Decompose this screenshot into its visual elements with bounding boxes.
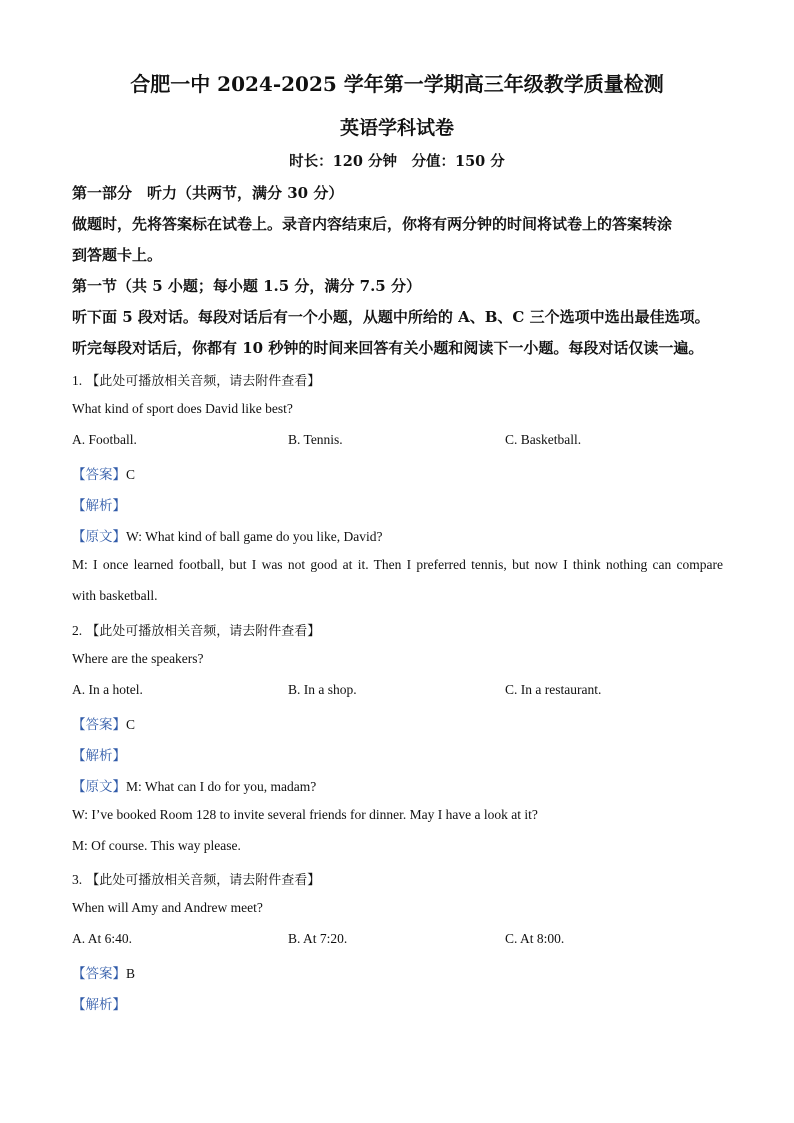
question-1-answer [72, 463, 135, 483]
question-2-option-b: B. In a shop. [288, 682, 357, 697]
question-3-audio-note[interactable]: 【此处可播放相关音频，请去附件查看】 [86, 873, 321, 888]
question-2-header [72, 620, 320, 639]
question-1-script-text1: W: What kind of ball game do you like, David? [126, 529, 383, 544]
exam-title: 合肥一中 2024-2025 学年第一学期高三年级教学质量检测 [130, 72, 664, 96]
part1-instruction-line2: 到答题卡上。 [72, 246, 163, 264]
question-1-number: 1. [72, 373, 83, 388]
section1-instruction-line2: 听完每段对话后，你都有 10 秒钟的时间来回答有关小题和阅读下一小题。每段对话仅读一遍。 [72, 339, 704, 357]
question-1-analysis-label: 【解析】 [72, 498, 126, 514]
section1-heading: 第一节（共 5 小题；每小题 1.5 分，满分 7.5 分） [72, 277, 421, 295]
question-2-option-a: A. In a hotel. [72, 682, 143, 697]
exam-subtitle: 英语学科试卷 [339, 117, 454, 139]
question-2-script-line3: M: Of course. This way please. [72, 838, 241, 853]
question-1-audio-note[interactable]: 【此处可播放相关音频，请去附件查看】 [86, 374, 321, 389]
question-3-number: 3. [72, 872, 83, 887]
part1-instruction-line1: 做题时，先将答案标在试卷上。录音内容结束后，你将有两分钟的时间将试卷上的答案转涂 [72, 215, 673, 233]
question-3-option-c: C. At 8:00. [505, 931, 565, 946]
question-3-option-a: A. At 6:40. [72, 931, 133, 946]
question-2-script-line2: W: I’ve booked Room 128 to invite several friends for dinner. May I have a look at it? [72, 807, 538, 822]
question-2-number: 2. [72, 623, 83, 638]
part1-heading: 第一部分 听力（共两节，满分 30 分） [72, 184, 344, 202]
answer-label: 【答案】 [72, 717, 126, 733]
question-3-header [72, 869, 320, 888]
question-1-header [72, 370, 320, 389]
question-2-audio-note[interactable]: 【此处可播放相关音频，请去附件查看】 [86, 624, 321, 639]
question-2-script-line1 [72, 775, 316, 795]
original-label: 【原文】 [72, 779, 126, 795]
question-2-option-c: C. In a restaurant. [505, 682, 602, 697]
question-1-script-line1 [72, 525, 382, 545]
exam-meta: 时长：120 分钟 分值：150 分 [289, 153, 505, 170]
question-3-option-b: B. At 7:20. [288, 931, 348, 946]
question-3-prompt: When will Amy and Andrew meet? [72, 900, 263, 915]
question-1-option-a: A. Football. [72, 432, 137, 447]
answer-label: 【答案】 [72, 966, 126, 982]
question-2-answer [72, 713, 135, 733]
question-2-script-text1: M: What can I do for you, madam? [126, 779, 317, 794]
question-1-script-line3: with basketball. [72, 588, 158, 603]
question-2-analysis-label: 【解析】 [72, 748, 126, 764]
question-1-option-c: C. Basketball. [505, 432, 582, 447]
question-3-answer [72, 962, 135, 982]
question-1-prompt: What kind of sport does David like best? [72, 401, 293, 416]
section1-instruction-line1: 听下面 5 段对话。每段对话后有一个小题，从题中所给的 A、B、C 三个选项中选出最佳选项。 [72, 308, 710, 326]
question-1-script-line2: M: I once learned football, but I was not good at it. Then I preferred tennis, but now I think nothing can compare [72, 557, 723, 572]
question-3-answer-value: B [126, 966, 136, 981]
question-3-analysis-label: 【解析】 [72, 997, 126, 1013]
question-1-answer-value: C [126, 467, 136, 482]
question-1-option-b: B. Tennis. [288, 432, 343, 447]
original-label: 【原文】 [72, 529, 126, 545]
question-2-prompt: Where are the speakers? [72, 651, 204, 666]
question-2-answer-value: C [126, 717, 136, 732]
answer-label: 【答案】 [72, 467, 126, 483]
